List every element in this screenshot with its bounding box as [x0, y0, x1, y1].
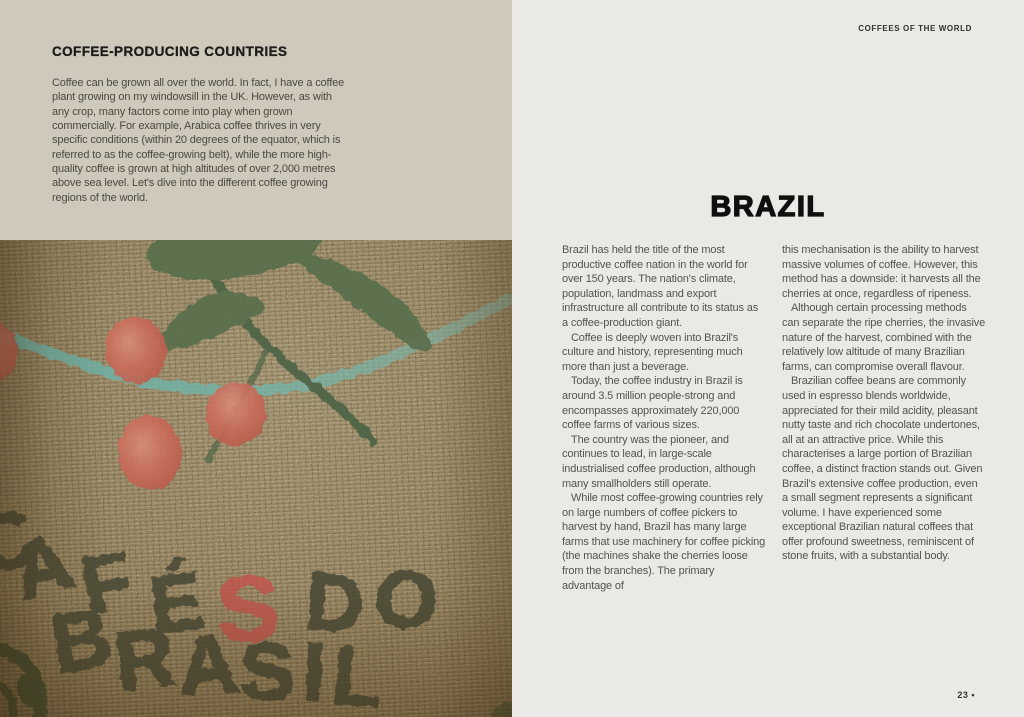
page-title: BRAZIL [710, 191, 826, 223]
column-1 [562, 243, 766, 593]
text-columns [562, 243, 986, 593]
running-header: COFFEES OF THE WORLD [858, 24, 972, 33]
intro-paragraph: Coffee can be grown all over the world. In fact, I have a coffee plant growing on my windowsill in the UK. However, as with any crop, many factors come into play when grown commercially. For example, Arabica coffee thrives in very specific conditions (within 20 degrees of the equator, which is referred to as the coffee-growing belt), while the more high-quality coffee is grown at high altitudes of over 2,000 metres above sea level. Let's dive into the different coffee growing regions of the world. [52, 77, 345, 204]
page-right [512, 0, 1024, 717]
body-paragraph: Brazilian coffee beans are commonly used in espresso blends worldwide, appreciated for their mild acidity, pleasant nutty taste and rich chocolate undertones, all at an attractive price. While this characterises a large portion of Brazilian coffee, a distinct fraction stands out. Given Brazil's extensive coffee production, even a small segment represents a significant volume. I have experienced some exceptional Brazilian natural coffees that offer profound sweetness, reminiscent of stone fruits, with a substantial body. [782, 375, 983, 563]
page-number [957, 690, 975, 700]
intro-heading: COFFEE-PRODUCING COUNTRIES [52, 44, 288, 59]
body-paragraph: Today, the coffee industry in Brazil is around 3.5 million people-strong and encompasses approximately 220,000 coffee farms of various sizes. [562, 375, 743, 432]
coffee-sack-illustration [0, 240, 512, 717]
body-paragraph: this mechanisation is the ability to harvest massive volumes of coffee. However, this method has a downside: it harvests all the cherries at once, regardless of ripeness. [782, 244, 981, 300]
body-paragraph: While most coffee-growing countries rely on large numbers of coffee pickers to harvest by hand, Brazil has many large farms that use machinery for coffee picking (the machines shake the cherries loose from the branches). The primary advantage of [562, 492, 766, 592]
body-paragraph: Brazil has held the title of the most productive coffee nation in the world for over 150 years. The nation's climate, population, landmass and export infrastructure all contribute to its status as a coffee-production giant. [562, 244, 759, 329]
body-paragraph: Although certain processing methods can separate the ripe cherries, the invasive nature of the harvest, combined with the relatively low altitude of many Brazilian farms, can compromise overall flavour. [782, 302, 986, 373]
bottom-shading [0, 240, 512, 717]
body-paragraph: Coffee is deeply woven into Brazil's culture and history, representing much more than just a beverage. [562, 331, 743, 373]
page-number-value: 23 [957, 690, 969, 700]
body-paragraph: The country was the pioneer, and continues to lead, in large-scale industrialised coffee production, although many smallholders still operate. [562, 433, 756, 490]
coffee-sack-photo [0, 240, 512, 717]
intro-block [0, 0, 512, 240]
page-number-bullet: • [971, 690, 975, 700]
column-2 [782, 243, 986, 593]
